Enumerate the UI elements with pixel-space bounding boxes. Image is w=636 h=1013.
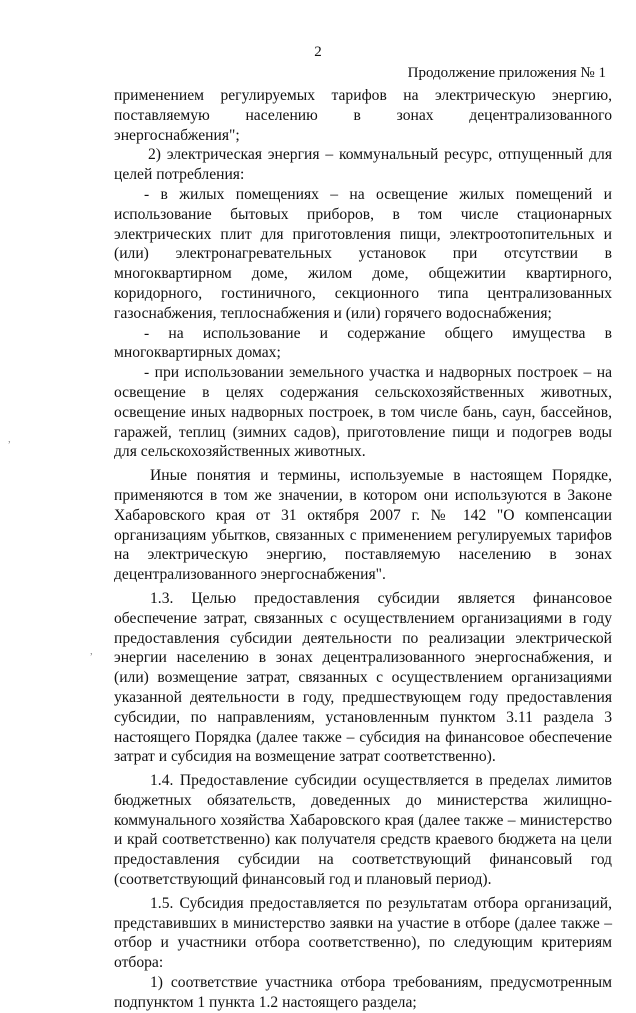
paragraph-item-2: 2) электрическая энергия – коммунальный ресурс, отпущенный для целей потребления: — [114, 146, 612, 184]
appendix-continuation-header: Продолжение приложения № 1 — [407, 65, 606, 81]
page-number: 2 — [314, 44, 322, 60]
paragraph-1-4: 1.4. Предоставление субсидии осуществляется в пределах лимитов бюджетных обязательств, доведенных до министерства жилищно-коммунального хозяйства Хабаровского края (далее также – министерство и край соответственно) как получателя средств краевого бюджета на цели предоставления субсидии на соответствующий финансовый год (соответствующий финансовый год и плановый период). — [114, 772, 612, 889]
paragraph-criterion-1: 1) соответствие участника отбора требованиям, предусмотренным подпунктом 1 пункта 1.2 настоящего раздела; — [114, 974, 612, 1011]
paragraph-1-3: 1.3. Целью предоставления субсидии является финансовое обеспечение затрат, связанных с осуществлением организациями в году предоставления субсидии деятельности по реализации электрической энергии населению в зонах децентрализованного энергоснабжения, и (или) возмещение затрат, связанных с осуществлением организациями указанной деятельности в году, предшествующем году предоставления субсидии, по направлениям, установленным пунктом 3.11 раздела 3 настоящего Порядка (далее также – субсидия на финансовое обеспечение затрат и субсидия на возмещение затрат соответственно). — [114, 589, 612, 766]
paragraph-land-plot: - при использовании земельного участка и надворных построек – на освещение в целях содержания сельскохозяйственных животных, освещение иных надворных построек, в том числе бань, саун, бассейнов, гаражей, теплиц (зимних садов), приготовление пищи и подогрев воды для сельскохозяйственных животных. — [114, 364, 612, 461]
paragraph-terms: Иные понятия и термины, используемые в настоящем Порядке, применяются в том же значении, в котором они используются в Законе Хабаровского края от 31 октября 2007 г. № 142 "О компенсации организациям убытков, связанных с применением регулируемых тарифов на электрическую энергию, поставляемую населению в зонах децентрализованного энергоснабжения". — [114, 467, 612, 584]
document-body — [114, 86, 612, 1013]
paragraph-1-5: 1.5. Субсидия предоставляется по результатам отбора организаций, представивших в министерство заявки на участие в отборе (далее также – отбор и участники отбора соответственно), по следующим критериям отбора: — [114, 894, 612, 972]
scan-mark: , — [90, 645, 93, 657]
paragraph-common-property: - на использование и содержание общего имущества в многоквартирных домах; — [114, 324, 612, 362]
scan-mark: , — [8, 433, 11, 445]
paragraph-continuation: применением регулируемых тарифов на электрическую энергию, поставляемую населению в зонах децентрализованного энергоснабжения"; — [114, 87, 612, 144]
paragraph-residential: - в жилых помещениях – на освещение жилых помещений и использование бытовых приборов, в том числе стационарных электрических плит для приготовления пищи, электроотопительных и (или) электронагревательных установок при отсутствии в многоквартирном доме, жилом доме, общежитии квартирного, коридорного, гостиничного, секционного типа централизованных газоснабжения, теплоснабжения и (или) горячего водоснабжения; — [114, 185, 612, 322]
